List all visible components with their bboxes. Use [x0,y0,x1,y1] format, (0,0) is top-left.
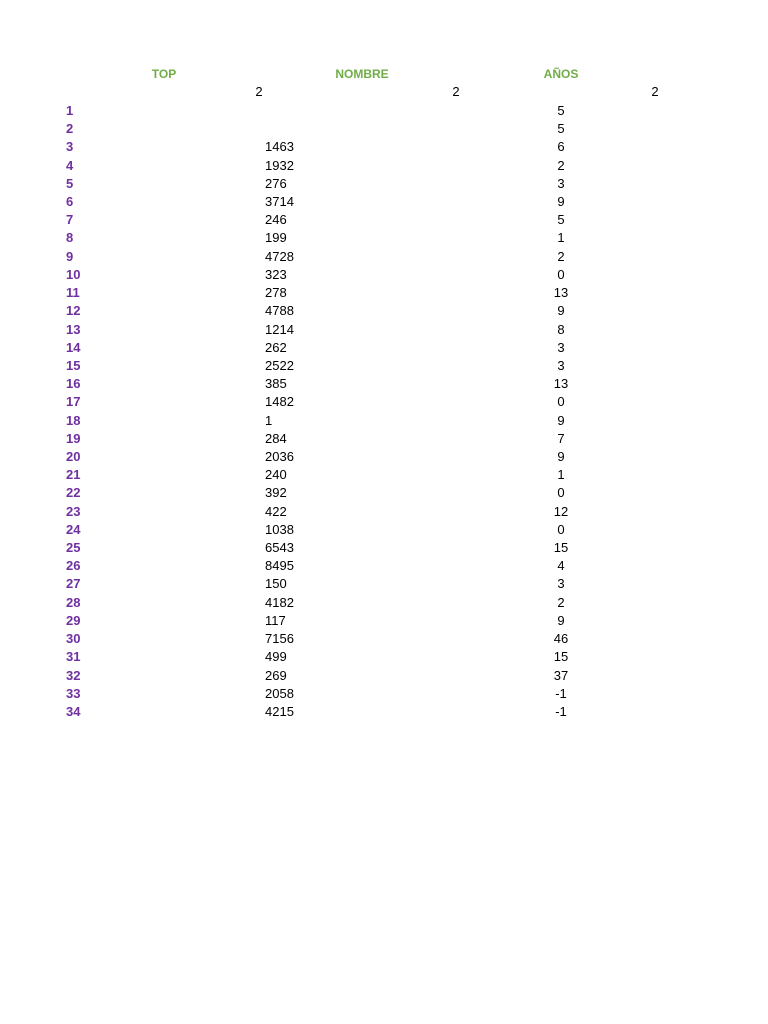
rank-cell: 13 [66,321,81,337]
rank-cell: 14 [66,339,81,355]
nombre-cell: 2058 [265,685,294,701]
rank-cell: 34 [66,703,81,719]
nombre-cell: 284 [265,430,287,446]
nombre-cell: 1 [265,412,273,428]
rank-cell: 9 [66,248,74,264]
anos-cell: 3 [557,357,565,373]
anos-cell: 6 [557,139,565,155]
anos-cell: 9 [557,412,565,428]
nombre-cell: 117 [265,612,286,628]
rank-cell: 5 [66,175,74,191]
anos-cell: 2 [557,157,565,173]
nombre-cell: 3714 [265,194,294,210]
rank-cell: 31 [66,649,81,665]
nombre-cell: 385 [265,376,287,392]
rank-cell: 8 [66,230,74,246]
rank-cell: 32 [66,667,81,683]
rank-cell: 15 [66,357,81,373]
nombre-cell: 1482 [265,394,294,410]
anos-cell: 46 [553,631,569,647]
table-row [0,594,768,612]
table-row [0,448,768,466]
rank-cell: 22 [66,485,81,501]
nombre-cell: 276 [265,175,287,191]
anos-cell: 5 [557,212,565,228]
nombre-cell: 199 [265,230,287,246]
header-anos: AÑOS [543,67,579,81]
rank-cell: 7 [66,212,74,228]
rank-cell: 20 [66,448,81,464]
rank-cell: 25 [66,540,81,556]
table-row [0,466,768,484]
anos-cell: 8 [557,321,565,337]
anos-cell: 9 [557,448,565,464]
anos-cell: 2 [557,248,565,264]
nombre-cell: 8495 [265,558,294,574]
nombre-cell: 1214 [265,321,294,337]
nombre-cell: 246 [265,212,287,228]
nombre-cell: 422 [265,503,287,519]
table-row [0,393,768,411]
anos-cell: 37 [553,667,569,683]
rank-cell: 26 [66,558,81,574]
subheader-col1: 2 [255,84,263,99]
anos-cell: 9 [557,194,565,210]
table-row [0,284,768,302]
anos-cell: 9 [557,612,565,628]
table-body [0,102,768,722]
rank-cell: 29 [66,612,81,628]
nombre-cell: 4728 [265,248,294,264]
nombre-cell: 240 [265,467,287,483]
rank-cell: 6 [66,194,74,210]
anos-cell: -1 [555,703,567,719]
rank-cell: 10 [66,266,81,282]
rank-cell: 1 [66,103,74,118]
nombre-cell: 2522 [265,357,294,373]
anos-cell: 0 [557,266,565,282]
table-row [0,102,768,120]
anos-cell: 0 [557,521,565,537]
rank-cell: 12 [66,303,81,319]
anos-cell: 1 [557,467,565,483]
table-row [0,412,768,430]
anos-cell: 3 [557,339,565,355]
anos-cell: -1 [555,685,567,701]
table-row [0,266,768,284]
table-row [0,503,768,521]
nombre-cell: 392 [265,485,287,501]
anos-cell: 5 [557,121,565,137]
table-row [0,557,768,575]
rank-cell: 18 [66,412,81,428]
rank-cell: 2 [66,121,74,137]
table-row [0,211,768,229]
rank-cell: 21 [66,467,81,483]
table-row [0,667,768,685]
subheader-col3: 2 [651,84,659,99]
table-row [0,248,768,266]
nombre-cell: 2036 [265,448,294,464]
nombre-cell: 4215 [265,703,294,719]
table-row [0,703,768,721]
rank-cell: 19 [66,430,81,446]
nombre-cell: 150 [265,576,287,592]
table-row [0,484,768,502]
anos-cell: 7 [557,430,565,446]
rank-cell: 16 [66,376,81,392]
anos-cell: 15 [553,649,569,665]
nombre-cell: 262 [265,339,287,355]
table-row [0,630,768,648]
subheader-col2: 2 [452,84,460,99]
anos-cell: 12 [553,503,569,519]
table-row [0,685,768,703]
table-row [0,138,768,156]
table-row [0,521,768,539]
rank-cell: 24 [66,521,81,537]
rank-cell: 33 [66,685,81,701]
table-row [0,539,768,557]
nombre-cell: 4182 [265,594,294,610]
anos-cell: 2 [557,594,565,610]
table-row [0,648,768,666]
anos-cell: 13 [553,376,569,392]
table-row [0,120,768,138]
table-row [0,430,768,448]
table-row [0,575,768,593]
anos-cell: 5 [557,103,565,118]
anos-cell: 3 [557,576,565,592]
rank-cell: 4 [66,157,74,173]
table-row [0,193,768,211]
table-row [0,375,768,393]
table-row [0,321,768,339]
nombre-cell: 269 [265,667,287,683]
table-row [0,612,768,630]
rank-cell: 11 [66,285,80,301]
header-nombre: NOMBRE [335,67,389,81]
nombre-cell: 1038 [265,521,294,537]
rank-cell: 30 [66,631,81,647]
rank-cell: 23 [66,503,81,519]
table-row [0,357,768,375]
table-row [0,229,768,247]
anos-cell: 15 [553,540,569,556]
rank-cell: 27 [66,576,81,592]
anos-cell: 13 [553,285,569,301]
nombre-cell: 278 [265,285,287,301]
nombre-cell: 7156 [265,631,294,647]
anos-cell: 0 [557,485,565,501]
anos-cell: 4 [557,558,565,574]
nombre-cell: 6543 [265,540,294,556]
nombre-cell: 4788 [265,303,294,319]
rank-cell: 3 [66,139,74,155]
nombre-cell: 1463 [265,139,294,155]
anos-cell: 9 [557,303,565,319]
rank-cell: 17 [66,394,81,410]
anos-cell: 1 [557,230,565,246]
table-row [0,302,768,320]
header-top: TOP [151,67,177,81]
anos-cell: 0 [557,394,565,410]
rank-cell: 28 [66,594,81,610]
nombre-cell: 1932 [265,157,294,173]
nombre-cell: 323 [265,266,287,282]
nombre-cell: 499 [265,649,287,665]
table-row [0,157,768,175]
table-row [0,339,768,357]
anos-cell: 3 [557,175,565,191]
table-row [0,175,768,193]
